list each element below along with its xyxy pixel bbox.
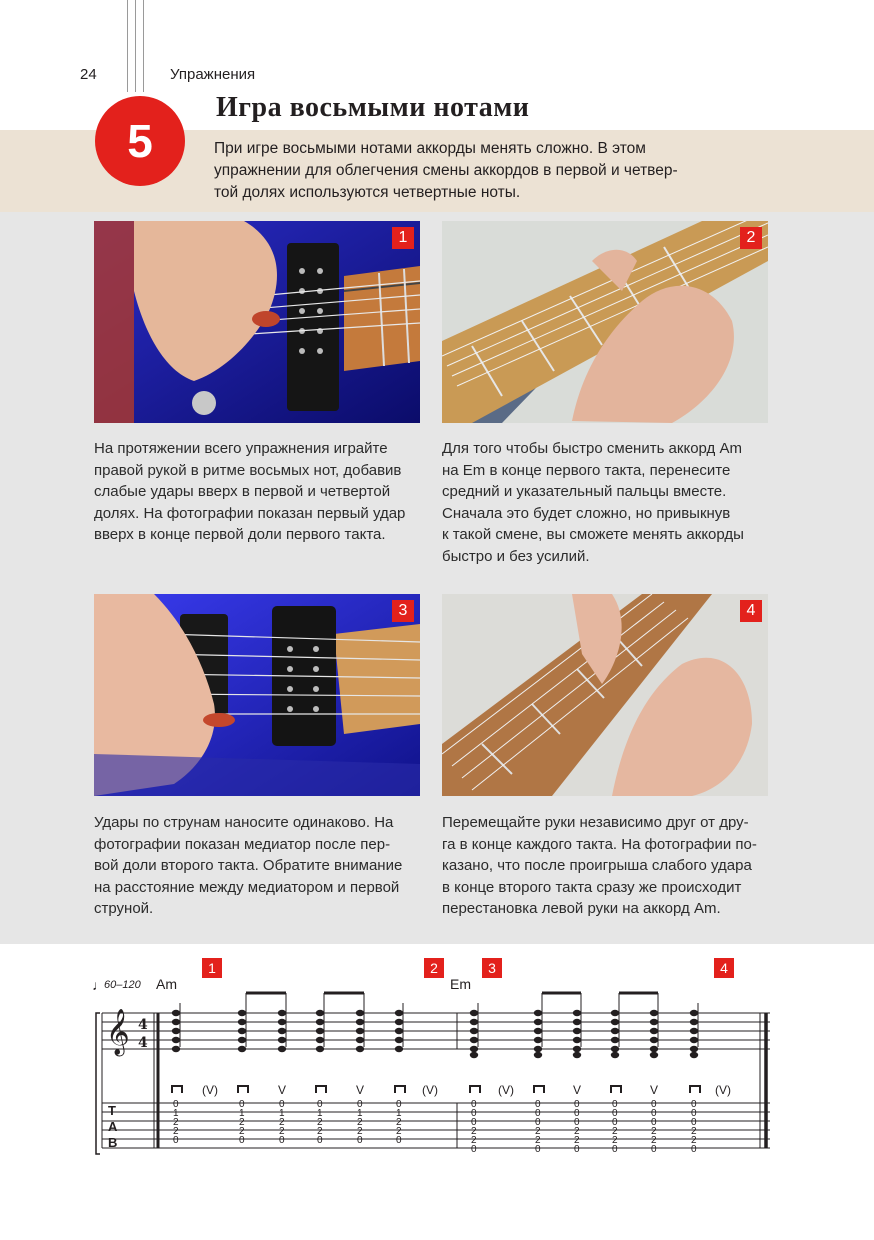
note-head bbox=[238, 1019, 246, 1025]
caption-line: средний и указательный пальцы вместе. bbox=[442, 483, 727, 501]
photo-number-badge: 3 bbox=[392, 600, 414, 622]
caption-line: га в конце каждого такта. На фотографии по- bbox=[442, 835, 757, 853]
note-head bbox=[650, 1010, 658, 1016]
tab-number: 2 bbox=[396, 1126, 402, 1137]
note-head bbox=[238, 1010, 246, 1016]
tab-number: 0 bbox=[279, 1135, 285, 1146]
note-head bbox=[316, 1010, 324, 1016]
tab-number: 2 bbox=[651, 1126, 657, 1137]
downstroke-icon bbox=[534, 1086, 544, 1093]
tab-number: 0 bbox=[535, 1108, 541, 1119]
tab-number: 0 bbox=[173, 1135, 179, 1146]
tempo-mark: ♩ bbox=[92, 977, 106, 993]
note-head bbox=[611, 1010, 619, 1016]
caption-line: Сначала это будет сложно, но привыкнув bbox=[442, 504, 731, 522]
photo-1-image bbox=[94, 221, 420, 423]
note-head bbox=[470, 1046, 478, 1052]
photo-number-badge: 4 bbox=[740, 600, 762, 622]
tab-number: 0 bbox=[535, 1099, 541, 1110]
note-head bbox=[690, 1037, 698, 1043]
tab-number: 0 bbox=[317, 1099, 323, 1110]
note-head bbox=[611, 1028, 619, 1034]
note-head bbox=[172, 1010, 180, 1016]
photo-1 bbox=[94, 221, 420, 423]
photo-3-image bbox=[94, 594, 420, 796]
note-head bbox=[395, 1010, 403, 1016]
chord-name: Em bbox=[450, 976, 471, 992]
note-head bbox=[611, 1052, 619, 1058]
tab-number: 0 bbox=[574, 1099, 580, 1110]
photo-2-image bbox=[442, 221, 768, 423]
note-head bbox=[395, 1019, 403, 1025]
note-head bbox=[534, 1037, 542, 1043]
downstroke-icon bbox=[395, 1086, 405, 1093]
time-signature-top: 4 bbox=[138, 1017, 148, 1033]
tab-number: 0 bbox=[691, 1108, 697, 1119]
note-head bbox=[278, 1019, 286, 1025]
note-head bbox=[172, 1046, 180, 1052]
note-head bbox=[238, 1037, 246, 1043]
tab-number: 2 bbox=[173, 1126, 179, 1137]
tab-number: 2 bbox=[471, 1126, 477, 1137]
section-title: Упражнения bbox=[170, 66, 256, 83]
tab-number: 1 bbox=[317, 1108, 323, 1119]
note-head bbox=[278, 1037, 286, 1043]
tab-number: 0 bbox=[471, 1099, 477, 1110]
note-head bbox=[690, 1019, 698, 1025]
tab-number: 0 bbox=[239, 1135, 245, 1146]
caption-line: струной. bbox=[94, 900, 154, 918]
tab-number: 2 bbox=[317, 1117, 323, 1128]
note-head bbox=[356, 1019, 364, 1025]
note-head bbox=[650, 1046, 658, 1052]
caption-line: слабые удары вверх в первой и четвертой bbox=[94, 483, 391, 501]
tab-number: 1 bbox=[357, 1108, 363, 1119]
note-head bbox=[534, 1052, 542, 1058]
note-head bbox=[238, 1028, 246, 1034]
photo-2 bbox=[442, 221, 768, 423]
caption-line: фотографии показан медиатор после пер- bbox=[94, 835, 391, 853]
note-head bbox=[316, 1028, 324, 1034]
tab-number: 0 bbox=[574, 1144, 580, 1155]
note-head bbox=[395, 1046, 403, 1052]
tab-number: 0 bbox=[279, 1099, 285, 1110]
tab-number: 0 bbox=[173, 1099, 179, 1110]
note-head bbox=[470, 1010, 478, 1016]
tab-number: 0 bbox=[651, 1117, 657, 1128]
downstroke-icon bbox=[238, 1086, 248, 1093]
caption-line: Перемещайте руки независимо друг от дру- bbox=[442, 814, 749, 831]
upstroke-mark: V bbox=[650, 1083, 659, 1097]
tab-number: 2 bbox=[396, 1117, 402, 1128]
note-head bbox=[690, 1010, 698, 1016]
tab-number: 2 bbox=[173, 1117, 179, 1128]
treble-clef-icon: 𝄞 bbox=[106, 1009, 130, 1055]
notation-marker: 1 bbox=[202, 958, 222, 978]
tab-number: 0 bbox=[691, 1099, 697, 1110]
caption-line: в конце второго такта сразу же происходит bbox=[442, 878, 742, 896]
note-head bbox=[650, 1019, 658, 1025]
tab-number: 2 bbox=[239, 1126, 245, 1137]
tab-letter: B bbox=[108, 1135, 118, 1150]
caption-line: к такой смене, вы сможете менять аккорды bbox=[442, 526, 744, 544]
note-head bbox=[470, 1037, 478, 1043]
note-head bbox=[650, 1037, 658, 1043]
note-head bbox=[573, 1010, 581, 1016]
tab-number: 0 bbox=[651, 1144, 657, 1155]
tab-number: 0 bbox=[612, 1117, 618, 1128]
photo-4 bbox=[442, 594, 768, 796]
page-title: Игра восьмыми нотами bbox=[216, 92, 530, 123]
tab-number: 0 bbox=[612, 1108, 618, 1119]
note-head bbox=[356, 1046, 364, 1052]
caption-line: перестановка левой руки на аккорд Am. bbox=[442, 900, 721, 918]
note-head bbox=[690, 1046, 698, 1052]
note-head bbox=[611, 1019, 619, 1025]
tab-number: 1 bbox=[279, 1108, 285, 1119]
note-head bbox=[534, 1019, 542, 1025]
tab-number: 2 bbox=[239, 1117, 245, 1128]
photo-number-badge: 2 bbox=[740, 227, 762, 249]
note-head bbox=[573, 1019, 581, 1025]
note-head bbox=[316, 1019, 324, 1025]
tab-number: 0 bbox=[612, 1099, 618, 1110]
note-head bbox=[356, 1010, 364, 1016]
tab-number: 0 bbox=[357, 1135, 363, 1146]
note-head bbox=[650, 1028, 658, 1034]
intro-line: При игре восьмыми нотами аккорды менять сложно. В этом bbox=[214, 140, 646, 157]
caption-line: вой доли второго такта. Обратите внимание bbox=[94, 857, 403, 875]
photo-2-caption bbox=[442, 438, 768, 568]
note-head bbox=[470, 1019, 478, 1025]
caption-line: На протяжении всего упражнения играйте bbox=[94, 440, 388, 457]
notation-marker: 3 bbox=[482, 958, 502, 978]
tab-number: 0 bbox=[239, 1099, 245, 1110]
tab-number: 2 bbox=[357, 1117, 363, 1128]
ghost-upstroke-mark: (V) bbox=[498, 1083, 514, 1097]
photo-3 bbox=[94, 594, 420, 796]
tab-number: 0 bbox=[535, 1117, 541, 1128]
tab-number: 0 bbox=[691, 1117, 697, 1128]
note-head bbox=[611, 1046, 619, 1052]
photo-4-image bbox=[442, 594, 768, 796]
tab-number: 0 bbox=[535, 1144, 541, 1155]
tab-number: 0 bbox=[396, 1135, 402, 1146]
note-head bbox=[611, 1037, 619, 1043]
intro-text bbox=[214, 138, 746, 204]
tab-number: 0 bbox=[612, 1144, 618, 1155]
tab-letter: T bbox=[108, 1103, 116, 1118]
tab-number: 0 bbox=[396, 1099, 402, 1110]
tab-number: 0 bbox=[471, 1144, 477, 1155]
note-head bbox=[395, 1037, 403, 1043]
note-head bbox=[470, 1052, 478, 1058]
caption-line: Удары по струнам наносите одинаково. На bbox=[94, 814, 394, 831]
caption-line: вверх в конце первой доли первого такта. bbox=[94, 526, 386, 544]
tab-number: 2 bbox=[535, 1135, 541, 1146]
photo-4-caption bbox=[442, 812, 768, 920]
score-svg bbox=[92, 955, 782, 1160]
tab-number: 0 bbox=[357, 1099, 363, 1110]
caption-line: правой рукой в ритме восьмых нот, добавив bbox=[94, 461, 402, 479]
note-head bbox=[573, 1046, 581, 1052]
ghost-upstroke-mark: (V) bbox=[202, 1083, 218, 1097]
tab-number: 2 bbox=[612, 1126, 618, 1137]
ghost-upstroke-mark: (V) bbox=[715, 1083, 731, 1097]
tab-number: 0 bbox=[471, 1108, 477, 1119]
downstroke-icon bbox=[611, 1086, 621, 1093]
note-head bbox=[395, 1028, 403, 1034]
note-head bbox=[356, 1028, 364, 1034]
note-head bbox=[238, 1046, 246, 1052]
notation-marker: 2 bbox=[424, 958, 444, 978]
note-head bbox=[356, 1037, 364, 1043]
tab-number: 2 bbox=[357, 1126, 363, 1137]
upstroke-mark: V bbox=[278, 1083, 287, 1097]
note-head bbox=[573, 1028, 581, 1034]
photo-3-caption bbox=[94, 812, 420, 920]
downstroke-icon bbox=[172, 1086, 182, 1093]
tab-number: 0 bbox=[691, 1144, 697, 1155]
tab-number: 1 bbox=[396, 1108, 402, 1119]
upstroke-mark: V bbox=[573, 1083, 582, 1097]
note-head bbox=[278, 1028, 286, 1034]
tab-number: 2 bbox=[574, 1126, 580, 1137]
note-head bbox=[278, 1010, 286, 1016]
tab-number: 2 bbox=[574, 1135, 580, 1146]
tab-number: 2 bbox=[279, 1117, 285, 1128]
notation-area bbox=[92, 955, 782, 1160]
tab-number: 0 bbox=[651, 1099, 657, 1110]
page-number: 24 bbox=[80, 66, 97, 83]
ghost-upstroke-mark: (V) bbox=[422, 1083, 438, 1097]
upstroke-mark: V bbox=[356, 1083, 365, 1097]
tab-number: 1 bbox=[173, 1108, 179, 1119]
chord-name: Am bbox=[156, 976, 177, 992]
tab-number: 0 bbox=[471, 1117, 477, 1128]
note-head bbox=[690, 1052, 698, 1058]
tab-number: 2 bbox=[317, 1126, 323, 1137]
tab-number: 2 bbox=[612, 1135, 618, 1146]
caption-line: Для того чтобы быстро сменить аккорд Am bbox=[442, 440, 742, 457]
photo-number-badge: 1 bbox=[392, 227, 414, 249]
tab-number: 2 bbox=[471, 1135, 477, 1146]
note-head bbox=[278, 1046, 286, 1052]
notation-marker: 4 bbox=[714, 958, 734, 978]
note-head bbox=[534, 1028, 542, 1034]
intro-line: той долях используются четвертные ноты. bbox=[214, 184, 521, 201]
note-head bbox=[690, 1028, 698, 1034]
tab-number: 2 bbox=[535, 1126, 541, 1137]
downstroke-icon bbox=[316, 1086, 326, 1093]
tab-number: 1 bbox=[239, 1108, 245, 1119]
note-head bbox=[573, 1052, 581, 1058]
note-head bbox=[534, 1046, 542, 1052]
note-head bbox=[172, 1037, 180, 1043]
tab-number: 2 bbox=[691, 1126, 697, 1137]
intro-line: упражнении для облегчения смены аккордов в первой и четвер- bbox=[214, 162, 678, 179]
caption-line: на расстояние между медиатором и первой bbox=[94, 878, 400, 896]
caption-line: долях. На фотографии показан первый удар bbox=[94, 504, 406, 522]
tab-number: 0 bbox=[317, 1135, 323, 1146]
note-head bbox=[172, 1028, 180, 1034]
downstroke-icon bbox=[690, 1086, 700, 1093]
tab-number: 0 bbox=[651, 1108, 657, 1119]
caption-line: казано, что после проигрыша слабого удара bbox=[442, 857, 752, 875]
tab-number: 2 bbox=[691, 1135, 697, 1146]
tab-letter: A bbox=[108, 1119, 118, 1134]
note-head bbox=[316, 1037, 324, 1043]
tab-number: 0 bbox=[574, 1108, 580, 1119]
time-signature-bottom: 4 bbox=[138, 1035, 148, 1051]
note-head bbox=[573, 1037, 581, 1043]
caption-line: быстро и без усилий. bbox=[442, 547, 590, 565]
tab-number: 0 bbox=[574, 1117, 580, 1128]
caption-line: на Em в конце первого такта, перенесите bbox=[442, 461, 731, 479]
tab-number: 2 bbox=[279, 1126, 285, 1137]
photo-1-caption bbox=[94, 438, 420, 546]
tab-number: 2 bbox=[651, 1135, 657, 1146]
note-head bbox=[316, 1046, 324, 1052]
tempo-value: 60–120 bbox=[104, 979, 141, 991]
exercise-number-badge: 5 bbox=[95, 96, 185, 186]
note-head bbox=[534, 1010, 542, 1016]
note-head bbox=[172, 1019, 180, 1025]
downstroke-icon bbox=[470, 1086, 480, 1093]
note-head bbox=[650, 1052, 658, 1058]
note-head bbox=[470, 1028, 478, 1034]
